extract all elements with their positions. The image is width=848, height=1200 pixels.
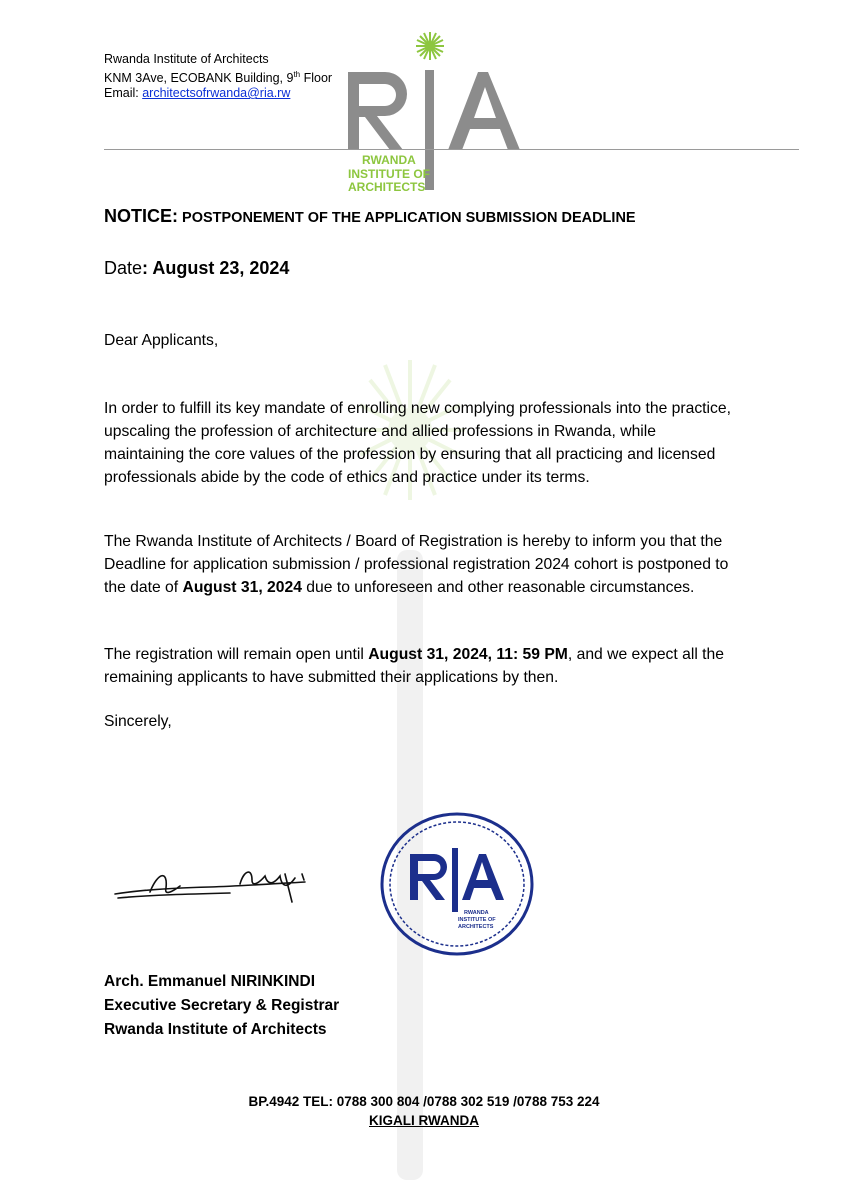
stamp-line2: INSTITUTE OF — [458, 917, 496, 923]
signer-name: Arch. Emmanuel NIRINKINDI — [104, 973, 316, 990]
date-line — [104, 258, 289, 279]
stamp-line3: ARCHITECTS — [458, 924, 494, 930]
deadline-datetime: August 31, 2024, 11: 59 PM — [368, 646, 568, 663]
header-divider — [104, 149, 799, 150]
closing: Sincerely, — [104, 713, 172, 730]
ria-logo-graphic — [338, 30, 538, 200]
notice-subject: POSTPONEMENT OF THE APPLICATION SUBMISSION DEADLINE — [182, 210, 636, 226]
paragraph-2-line: Deadline for application submission / professional registration 2024 cohort is postponed to — [104, 556, 729, 573]
paragraph-3 — [104, 643, 804, 689]
ria-logo — [338, 30, 538, 205]
paragraph-3-line: remaining applicants to have submitted their applications by then. — [104, 669, 559, 686]
logo-line2: INSTITUTE OF — [348, 167, 430, 181]
signer-org: Rwanda Institute of Architects — [104, 1021, 327, 1038]
handwritten-signature — [110, 862, 320, 927]
stamp-graphic — [378, 810, 536, 958]
paragraph-1-line: In order to fulfill its key mandate of enrolling new complying professionals into the practice, — [104, 400, 731, 417]
logo-line1: RWANDA — [362, 153, 416, 167]
postponed-date: August 31, 2024 — [182, 579, 302, 596]
logo-line3: ARCHITECTS — [348, 180, 426, 194]
date-value: : August 23, 2024 — [142, 258, 290, 278]
paragraph-2 — [104, 530, 804, 599]
footer-city: KIGALI RWANDA — [369, 1113, 479, 1128]
paragraph-2-line: The Rwanda Institute of Architects / Board of Registration is hereby to inform you that the — [104, 533, 723, 550]
paragraph-1-line: professionals abide by the code of ethics and practice under its terms. — [104, 469, 590, 486]
signer-block — [104, 970, 339, 1042]
header-address — [104, 52, 332, 101]
street-address: KNM 3Ave, ECOBANK Building, 9th Floor — [104, 70, 333, 86]
date-label: Date — [104, 258, 143, 278]
notice-heading — [104, 206, 636, 227]
official-stamp — [378, 810, 536, 963]
paragraph-1-line: maintaining the core values of the profession by ensuring that all practicing and licensed — [104, 446, 716, 463]
org-name: Rwanda Institute of Architects — [104, 52, 269, 66]
footer-contact: BP.4942 TEL: 0788 300 804 /0788 302 519 /0788 753 224 — [248, 1094, 600, 1109]
paragraph-3-line: The registration will remain open until August 31, 2024, 11: 59 PM, and we expect all the — [104, 646, 724, 663]
footer — [0, 1092, 848, 1130]
email-link[interactable]: architectsofrwanda@ria.rw — [142, 86, 291, 101]
notice-label: NOTICE: — [104, 206, 178, 226]
paragraph-2-line: the date of August 31, 2024 due to unforeseen and other reasonable circumstances. — [104, 579, 695, 596]
signer-title: Executive Secretary & Registrar — [104, 997, 340, 1014]
paragraph-1-line: upscaling the profession of architecture and allied professions in Rwanda, while — [104, 423, 656, 440]
email-line: Email: architectsofrwanda@ria.rw — [104, 86, 291, 101]
paragraph-1 — [104, 397, 804, 489]
stamp-line1: RWANDA — [464, 910, 489, 916]
sunburst-icon — [416, 32, 444, 60]
salutation: Dear Applicants, — [104, 332, 219, 349]
